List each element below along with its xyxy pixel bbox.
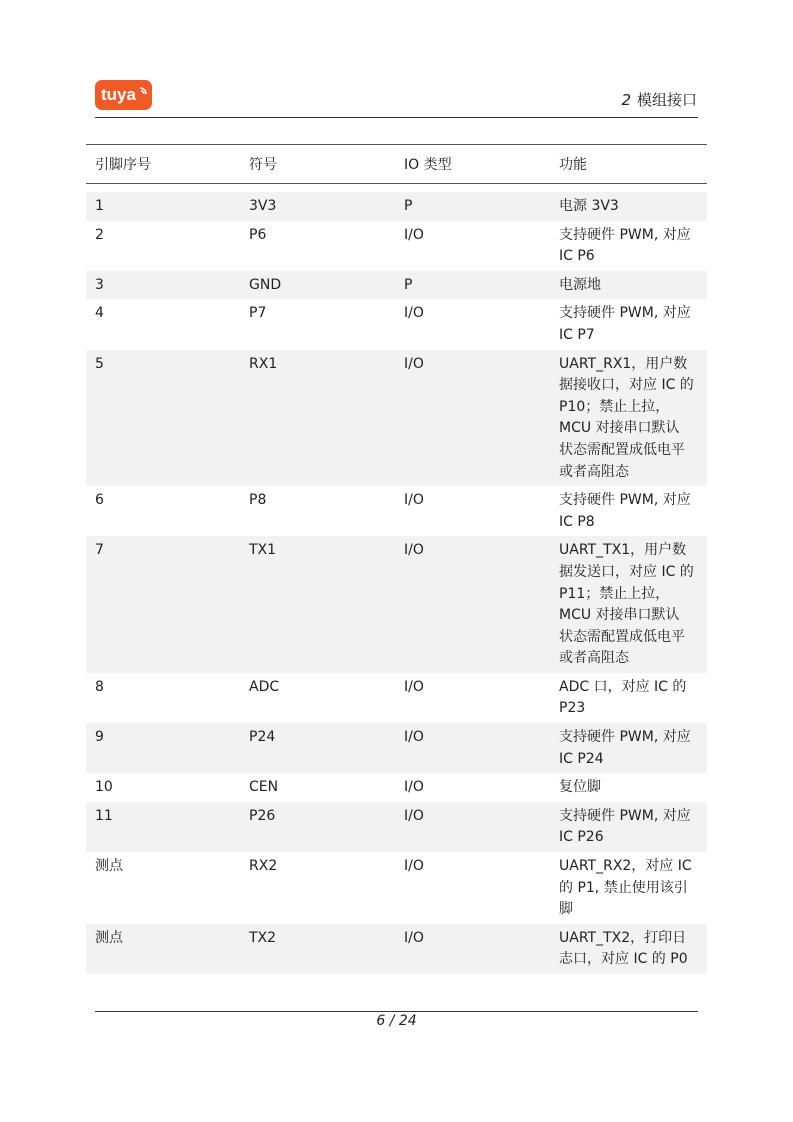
cell-function [551,806,707,849]
footer-divider [95,1011,698,1012]
cell-symbol: TX1 [249,542,277,559]
cell-symbol: 3V3 [249,198,277,214]
cell-function [551,490,707,533]
cell-symbol: RX1 [249,355,278,372]
function-line: 电源 3V3 [559,198,619,214]
cell-symbol: P6 [249,226,267,243]
function-line: 状态需配置成低电平 [559,441,685,458]
function-line: MCU 对接串口默认 [559,420,680,437]
cell-function [551,225,707,268]
header-pin: 引脚序号 [95,157,151,173]
table-body [86,192,707,974]
table-row [86,271,707,300]
table-row [86,802,707,852]
function-line: 据接收口，对应 IC 的 [559,377,694,394]
cell-pin: 测点 [95,858,123,875]
table-row [86,536,707,673]
cell-io-type: I/O [404,779,424,796]
cell-function [551,303,707,346]
chapter-number: 2 [621,91,631,109]
cell-function [551,856,707,921]
cell-io-type: I/O [404,929,424,946]
cell-symbol: TX2 [249,929,277,946]
function-line: 支持硬件 PWM, 对应 [559,807,691,824]
cell-function [551,196,707,218]
cell-io-type: I/O [404,729,424,746]
cell-pin: 1 [95,198,104,214]
function-line: 或者高阻态 [559,463,629,480]
cell-function [551,727,707,770]
table-row [86,299,707,349]
chapter-title: 模组接口 [636,91,697,109]
function-line: IC P6 [559,248,595,265]
chapter-heading [621,89,697,110]
cell-io-type: I/O [404,492,424,509]
cell-symbol: P26 [249,807,276,824]
cell-function [551,777,707,799]
cell-io-type: P [404,276,413,293]
function-line: IC P26 [559,829,604,846]
function-line: 的 P1, 禁止使用该引 [559,879,688,896]
cell-pin: 8 [95,678,104,695]
cell-symbol: P7 [249,305,267,322]
pin-table [86,144,707,974]
cell-function [551,275,707,297]
function-line: 或者高阻态 [559,650,629,667]
function-line: UART_RX2，对应 IC [559,858,692,875]
function-line: 复位脚 [559,779,601,796]
function-line: 支持硬件 PWM, 对应 [559,492,691,509]
table-row [86,350,707,487]
table-row [86,192,707,221]
function-line: P23 [559,700,586,717]
cell-io-type: I/O [404,678,424,695]
function-line: UART_TX1，用户数 [559,542,687,559]
table-header [86,145,707,184]
header-function: 功能 [559,157,587,173]
tuya-logo-mark [99,84,149,106]
header-io-type: IO 类型 [404,157,452,173]
cell-pin: 9 [95,729,104,746]
cell-pin: 测点 [95,929,123,946]
table-row [86,852,707,924]
cell-function [551,354,707,484]
function-line: 支持硬件 PWM, 对应 [559,729,691,746]
tuya-logo-text: tuya [100,85,136,104]
cell-pin: 2 [95,226,104,243]
cell-symbol: P8 [249,492,267,509]
function-line: 据发送口，对应 IC 的 [559,563,694,580]
function-line: P11；禁止上拉， [559,585,670,602]
cell-pin: 7 [95,542,104,559]
function-line: 支持硬件 PWM, 对应 [559,226,691,243]
header-gap [86,184,707,192]
cell-io-type: I/O [404,858,424,875]
function-line: 志口，对应 IC 的 P0 [559,951,688,968]
function-line: ADC 口，对应 IC 的 [559,678,687,695]
tuya-logo [95,80,152,110]
cell-io-type: I/O [404,226,424,243]
cell-symbol: P24 [249,729,276,746]
cell-io-type: I/O [404,305,424,322]
cell-symbol: RX2 [249,858,278,875]
cell-io-type: I/O [404,355,424,372]
function-line: MCU 对接串口默认 [559,607,680,624]
cell-pin: 6 [95,492,104,509]
table-row [86,723,707,773]
function-line: 状态需配置成低电平 [559,628,685,645]
function-line: UART_TX2，打印日 [559,929,687,946]
cell-io-type: I/O [404,542,424,559]
cell-io-type: P [404,198,413,214]
cell-pin: 5 [95,355,104,372]
function-line: 脚 [559,901,573,918]
table-row [86,486,707,536]
cell-symbol: ADC [249,678,280,695]
header-symbol: 符号 [249,157,277,173]
cell-symbol: CEN [249,779,279,796]
function-line: UART_RX1，用户数 [559,355,688,372]
table-row [86,673,707,723]
function-line: 电源地 [559,276,601,293]
table-row [86,924,707,974]
page-number: 6 / 24 [376,1013,417,1029]
function-line: IC P7 [559,326,595,343]
header-divider [95,117,698,118]
table-row [86,221,707,271]
cell-pin: 4 [95,305,104,322]
function-line: 支持硬件 PWM, 对应 [559,305,691,322]
cell-symbol: GND [249,276,282,293]
cell-pin: 3 [95,276,104,293]
cell-pin: 11 [95,807,113,824]
function-line: IC P24 [559,750,604,767]
cell-function [551,540,707,670]
function-line: P10；禁止上拉， [559,398,670,415]
cell-pin: 10 [95,779,113,796]
cell-function [551,928,707,971]
cell-io-type: I/O [404,807,424,824]
cell-function [551,677,707,720]
function-line: IC P8 [559,513,595,530]
table-row [86,773,707,802]
